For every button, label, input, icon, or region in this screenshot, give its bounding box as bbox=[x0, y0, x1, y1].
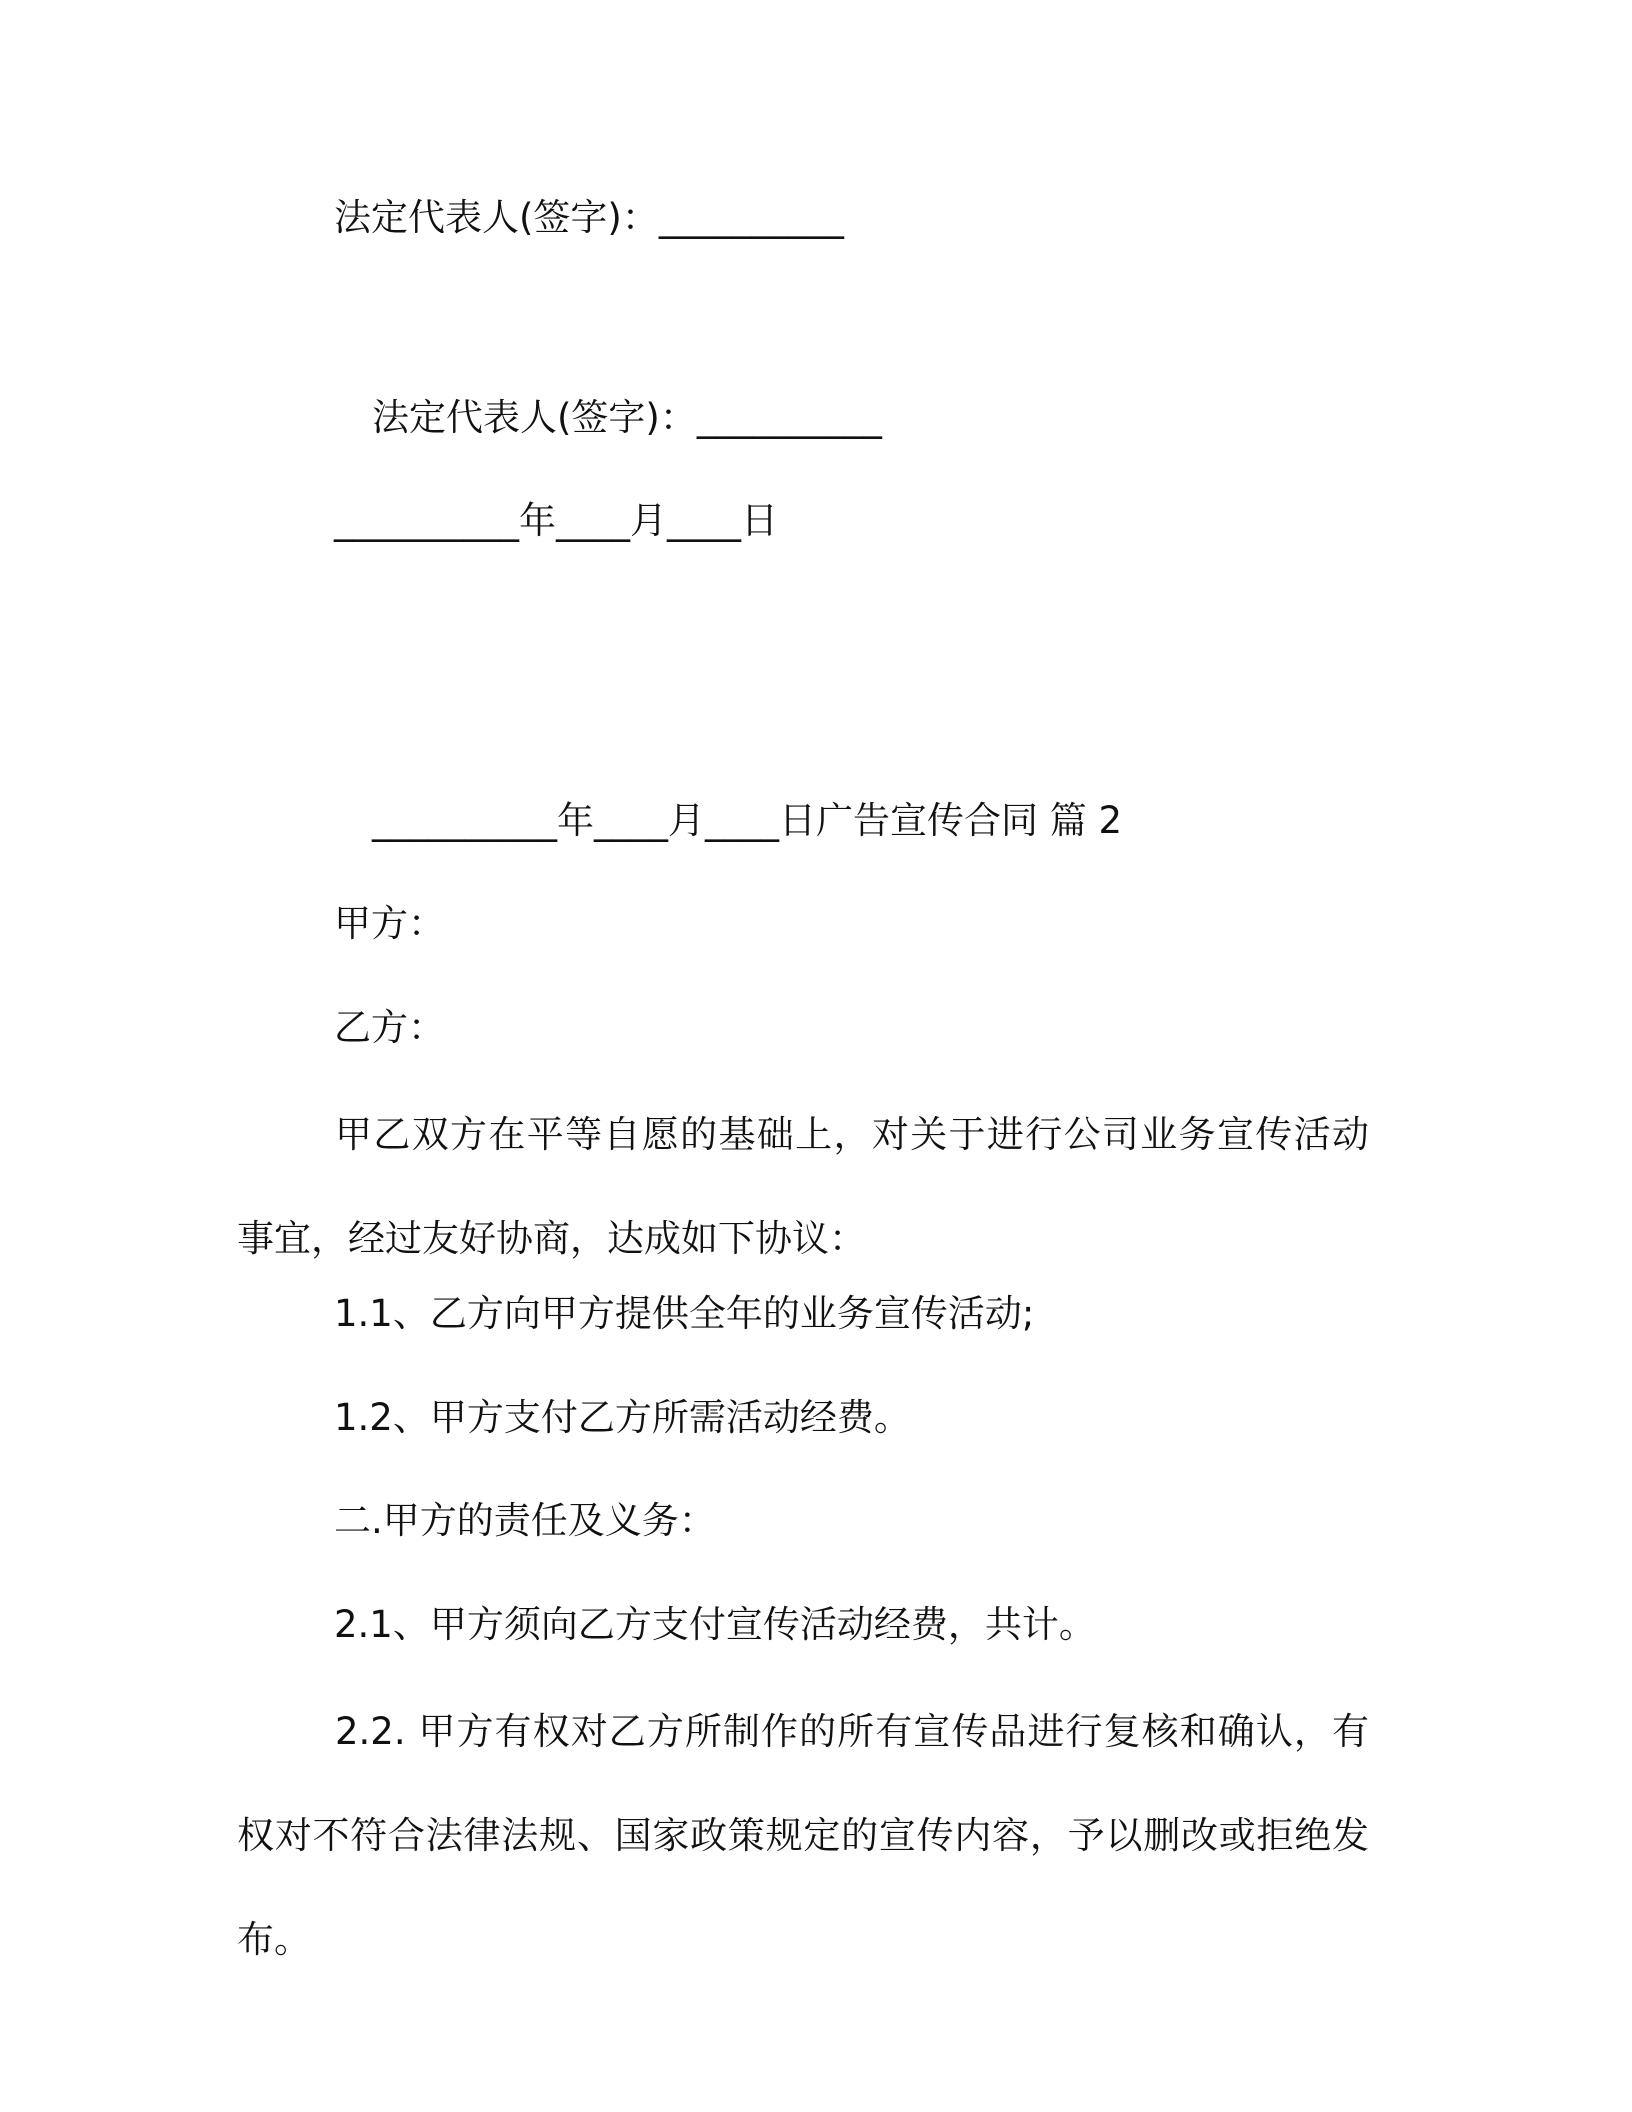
section-2-title: 二.甲方的责任及义务： bbox=[334, 1499, 716, 1542]
party-a-label: 甲方： bbox=[334, 902, 445, 945]
date-line: __________年____月____日 bbox=[334, 499, 778, 542]
signature-line-2: 法定代表人(签字)：__________ bbox=[372, 396, 882, 439]
clause-1-1: 1.1、乙方向甲方提供全年的业务宣传活动; bbox=[334, 1292, 1035, 1335]
contract-heading: __________年____月____日广告宣传合同 篇 2 bbox=[372, 799, 1123, 842]
clause-2-1: 2.1、甲方须向乙方支付宣传活动经费，共计。 bbox=[334, 1603, 1096, 1646]
party-b-label: 乙方： bbox=[334, 1006, 445, 1049]
clause-1-2: 1.2、甲方支付乙方所需活动经费。 bbox=[334, 1396, 911, 1439]
clause-2-2: 2.2. 甲方有权对乙方所制作的所有宣传品进行复核和确认，有权对不符合法律法规、国家政策规定的宣传内容，予以删改或拒绝发布。 bbox=[237, 1710, 1369, 1961]
signature-line-1: 法定代表人(签字)：__________ bbox=[334, 196, 844, 239]
intro-paragraph: 甲乙双方在平等自愿的基础上，对关于进行公司业务宣传活动事宜，经过友好协商，达成如下协议： bbox=[237, 1113, 1369, 1260]
